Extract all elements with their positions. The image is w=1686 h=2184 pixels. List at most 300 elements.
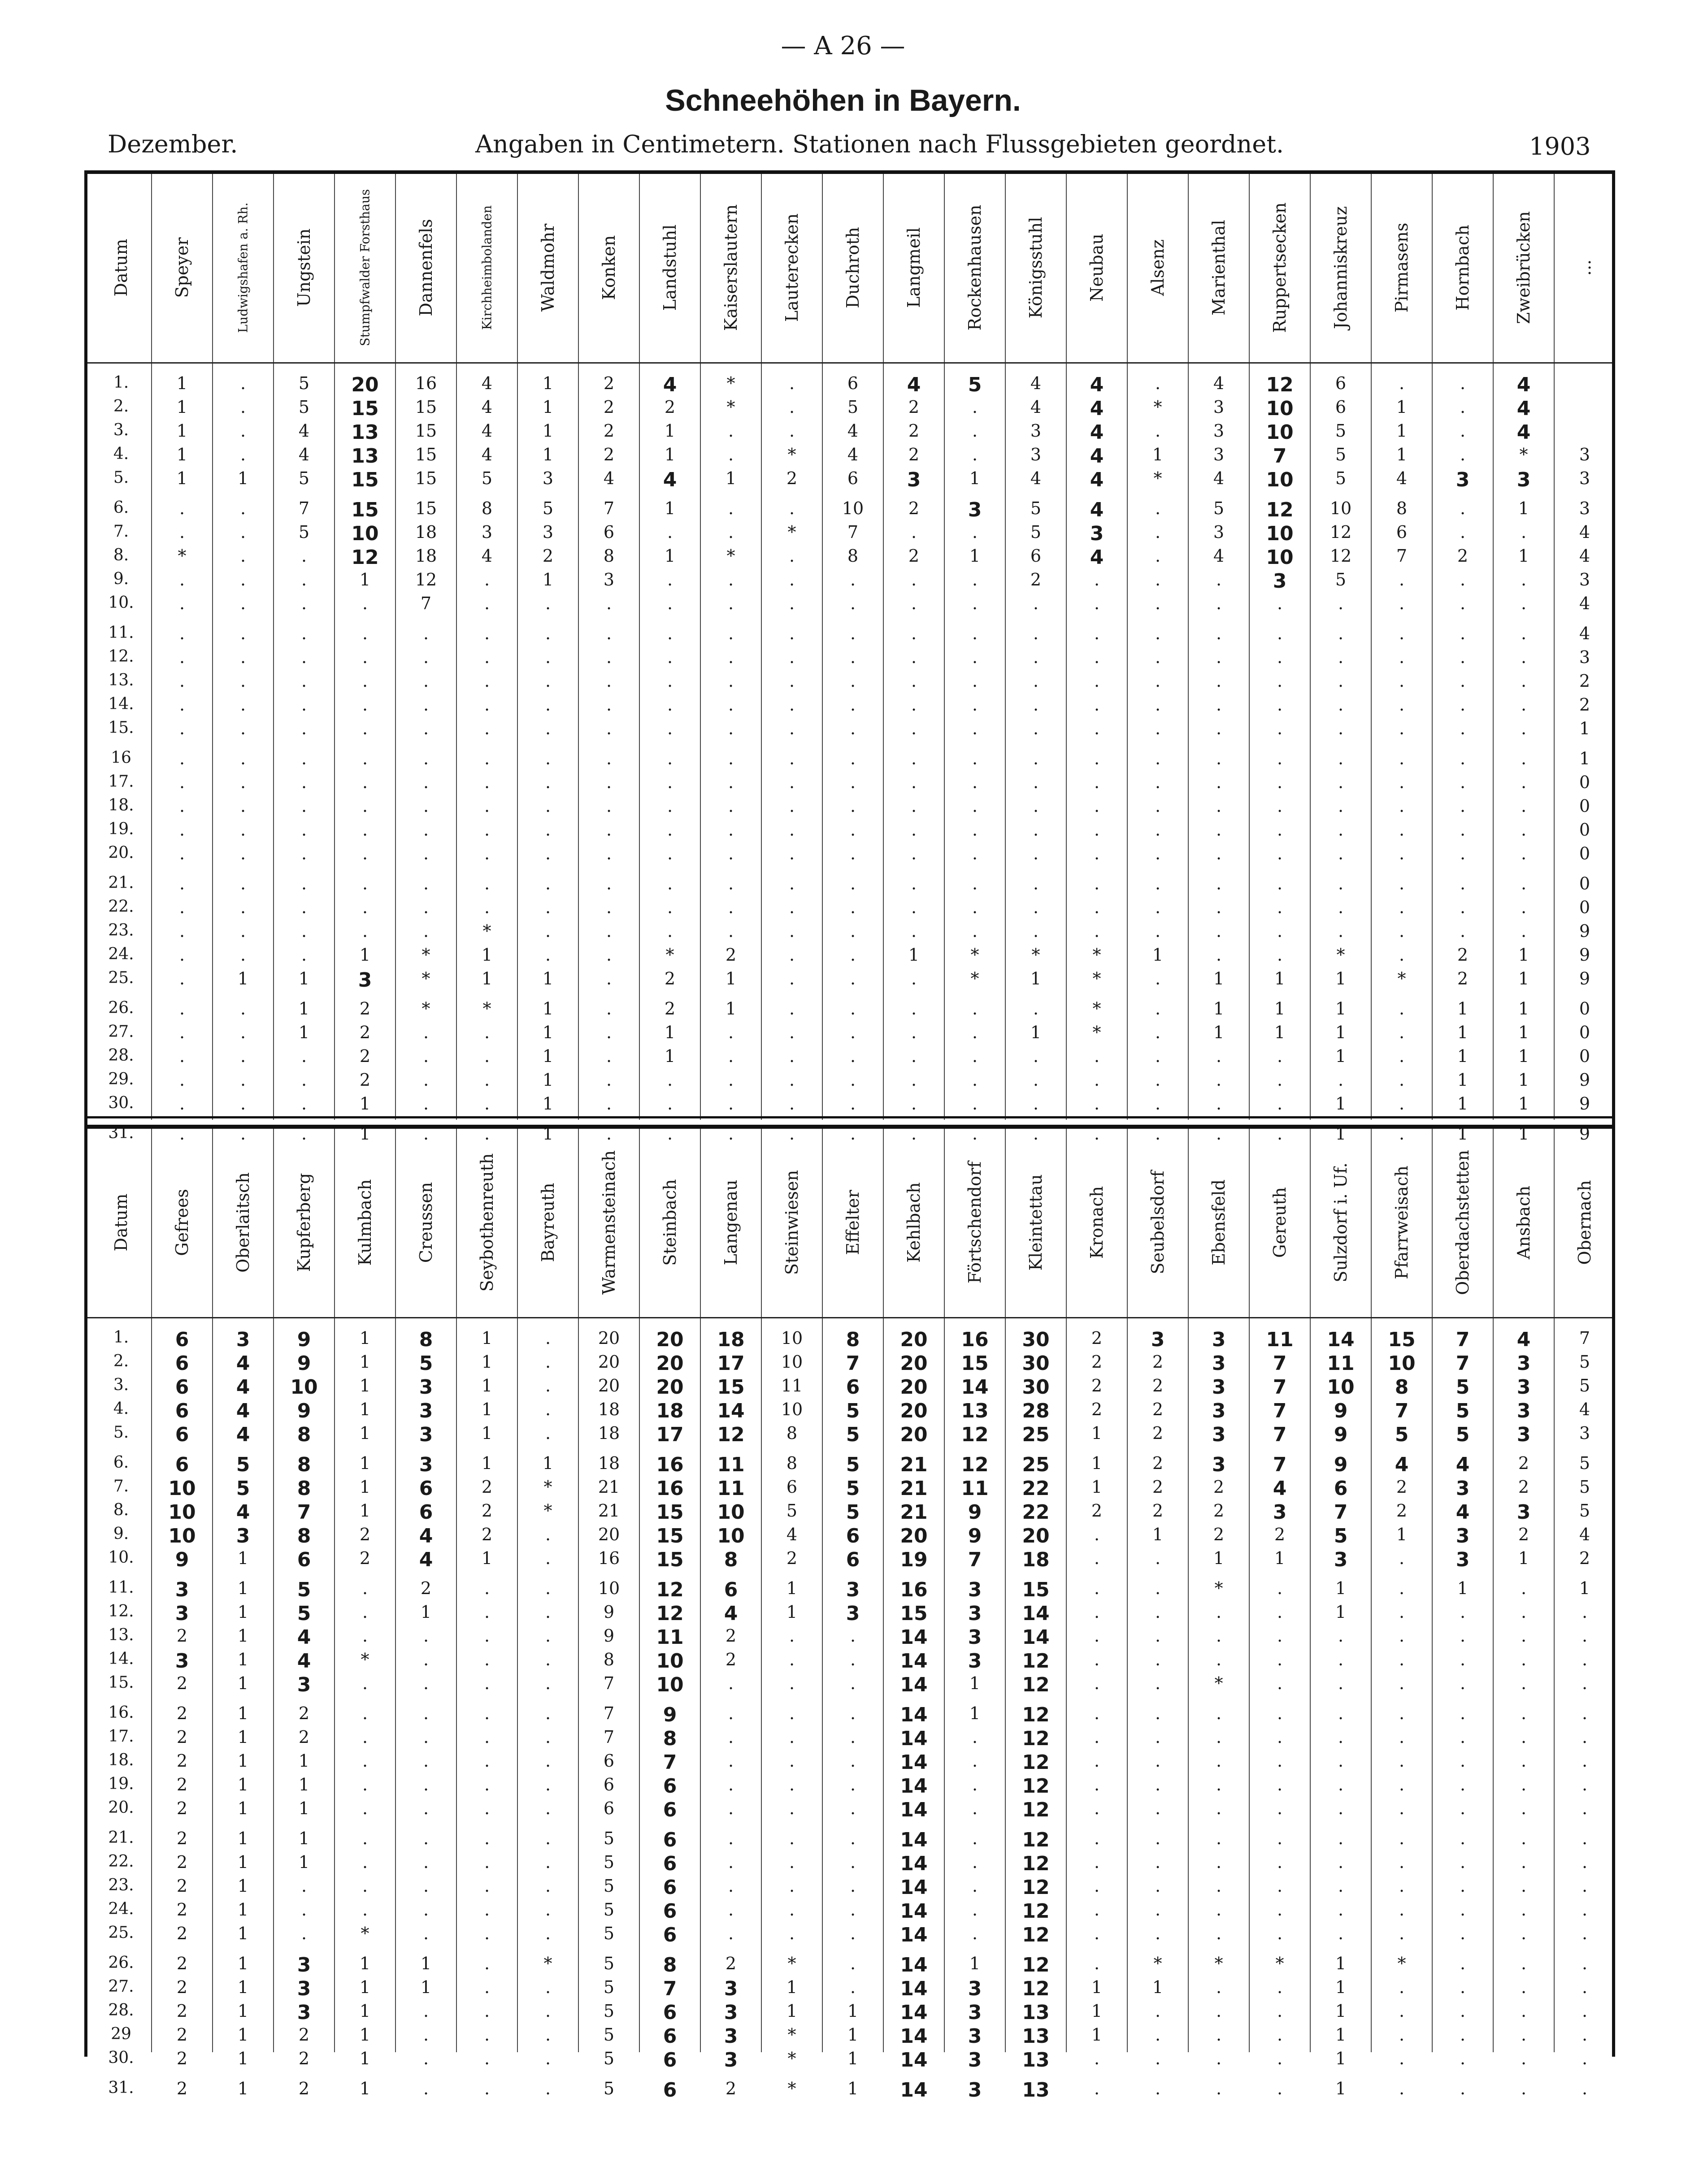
table-cell: 3 (1456, 1477, 1470, 1500)
table-cell: 3 (297, 1673, 311, 1696)
table-cell: 3 (1212, 1423, 1226, 1446)
table-cell: 3 (236, 1525, 250, 1547)
table-cell: 7 (1456, 1352, 1470, 1375)
table-cell: . (1399, 1727, 1405, 1747)
table-cell: 4 (1090, 468, 1104, 491)
table-cell: 1 (237, 1650, 249, 1669)
table-cell: 1 (1030, 1023, 1042, 1042)
table-cell: . (911, 1046, 917, 1066)
table-cell: 5 (1335, 445, 1347, 464)
table-cell: . (1216, 2025, 1222, 2045)
date-cell: 27. (108, 1023, 134, 1041)
table-cell: 4 (1395, 1453, 1409, 1476)
table-cell: . (1399, 1900, 1405, 1920)
table-cell: . (1155, 1626, 1161, 1646)
table-cell: . (1277, 874, 1283, 893)
table-cell: . (667, 570, 673, 589)
table-cell: . (1521, 749, 1527, 768)
table-cell: 9 (297, 1328, 311, 1351)
table-cell: . (1582, 1650, 1588, 1669)
table-cell: . (545, 1798, 551, 1818)
table-row (87, 671, 1612, 692)
table-cell: . (301, 647, 307, 667)
table-cell: 12 (1022, 1876, 1050, 1899)
table-cell: 18 (598, 1400, 620, 1419)
table-cell: . (179, 624, 185, 643)
table-cell: 10 (842, 498, 864, 518)
table-cell: . (423, 1650, 429, 1669)
table-cell: 8 (724, 1548, 738, 1571)
table-cell: . (911, 671, 917, 691)
table-cell: * (665, 945, 674, 965)
table-cell: 30 (1022, 1328, 1050, 1351)
table-cell: 3 (1579, 647, 1590, 667)
table-cell: . (728, 1900, 734, 1920)
table-cell: 1 (237, 2001, 249, 2021)
table-row (87, 945, 1612, 966)
table-cell: 2 (603, 397, 615, 417)
table-cell: 12 (1330, 546, 1352, 566)
table-cell: . (1521, 921, 1527, 941)
table-cell: . (545, 1673, 551, 1693)
table-cell: . (1155, 1023, 1161, 1042)
table-cell: 3 (968, 1578, 982, 1601)
table-row (87, 1501, 1612, 1524)
table-cell: 1 (1091, 1423, 1103, 1443)
table-cell: . (1094, 1703, 1100, 1723)
table-cell: . (1033, 874, 1039, 893)
table-cell: . (789, 1876, 795, 1896)
table-cell: . (423, 844, 429, 863)
table-cell: 2 (176, 1829, 188, 1848)
date-cell: 14. (108, 695, 134, 713)
table-cell: . (1521, 796, 1527, 816)
table-cell: . (972, 897, 978, 917)
table-row (87, 2049, 1612, 2069)
table-cell: 4 (724, 1602, 738, 1625)
table-cell: . (301, 1094, 307, 1114)
table-cell: 2 (1152, 1400, 1164, 1419)
table-cell: 14 (900, 1977, 928, 2000)
table-cell: . (728, 445, 734, 464)
table-cell: 2 (176, 2025, 188, 2045)
table-cell: . (850, 1751, 856, 1771)
table-cell: . (545, 695, 551, 715)
table-cell: . (240, 1124, 246, 1144)
table-cell: 20 (656, 1328, 684, 1351)
table-cell: 1 (1518, 945, 1530, 965)
table-cell: 3 (1213, 421, 1225, 441)
table-cell: . (240, 498, 246, 518)
table-cell: 4 (1090, 498, 1104, 521)
table-cell: . (1460, 522, 1466, 542)
table-cell: . (1033, 796, 1039, 816)
table1-header-10 (702, 180, 760, 355)
table-cell: . (1155, 1727, 1161, 1747)
table-cell: 12 (1022, 1751, 1050, 1774)
table-cell: . (423, 1023, 429, 1042)
table-cell: . (1033, 1124, 1039, 1144)
table-cell: 2 (359, 1070, 371, 1090)
page-title: Schneehöhen in Bayern. (665, 83, 1021, 117)
table-row (87, 719, 1612, 739)
table-cell: . (972, 999, 978, 1018)
date-cell: 25. (108, 1924, 134, 1942)
table-cell: . (1216, 695, 1222, 715)
table-cell: . (850, 1094, 856, 1114)
table-cell: . (850, 594, 856, 613)
table-cell: . (1155, 897, 1161, 917)
table-cell: 14 (1327, 1328, 1355, 1351)
table-cell: * (787, 2079, 796, 2098)
table-cell: . (1155, 749, 1161, 768)
table-cell: 20 (900, 1525, 928, 1547)
table-cell: . (545, 1775, 551, 1794)
table-cell: . (1582, 2079, 1588, 2098)
table-cell: * (361, 1650, 369, 1669)
table-cell: 7 (298, 498, 310, 518)
table-cell: . (1216, 2001, 1222, 2021)
table-cell: 2 (298, 1727, 310, 1747)
table-cell: 5 (603, 2049, 615, 2068)
table-cell: . (972, 594, 978, 613)
table-cell: 10 (1330, 498, 1352, 518)
table-cell: 5 (968, 373, 982, 396)
table-cell: 4 (298, 421, 310, 441)
table-cell: . (545, 2001, 551, 2021)
table-cell: . (1460, 1602, 1466, 1622)
table-cell: . (1338, 1626, 1344, 1646)
table-cell: . (1094, 2079, 1100, 2098)
date-cell: 13. (108, 1626, 134, 1644)
table-cell: 4 (1213, 373, 1225, 393)
table-row (87, 1477, 1612, 1498)
table-cell: . (240, 1094, 246, 1114)
table-cell: . (850, 1954, 856, 1973)
table-cell: . (484, 1703, 490, 1723)
table-cell: . (789, 1703, 795, 1723)
table-cell: . (789, 921, 795, 941)
table-cell: 8 (481, 498, 493, 518)
table-cell: . (1521, 2025, 1527, 2045)
table-cell: 9 (968, 1525, 982, 1547)
table-cell: 4 (236, 1400, 250, 1422)
table-row (87, 820, 1612, 841)
table-cell: * (1214, 1673, 1223, 1693)
table-cell: . (1277, 695, 1283, 715)
table-cell: 13 (1022, 2079, 1050, 2102)
table-cell: . (972, 1094, 978, 1114)
table-cell: . (1094, 1852, 1100, 1872)
date-cell: 7. (113, 1477, 129, 1495)
table1-header-4 (336, 180, 394, 355)
table-cell: . (1582, 2049, 1588, 2068)
table-cell: 3 (419, 1423, 433, 1446)
table-cell: . (1033, 624, 1039, 643)
table-cell: . (1155, 1046, 1161, 1066)
table-cell: 2 (176, 1924, 188, 1943)
table-cell: 10 (781, 1400, 803, 1419)
table-cell: 6 (847, 468, 859, 488)
table-cell: . (240, 671, 246, 691)
table-cell: . (1460, 1751, 1466, 1771)
table-cell: * (787, 2049, 796, 2068)
table-cell: . (1155, 999, 1161, 1018)
table-cell: . (1155, 546, 1161, 566)
table-cell: 14 (900, 1900, 928, 1923)
table-cell: 6 (603, 1798, 615, 1818)
table-cell: 11 (1266, 1328, 1294, 1351)
table-cell: . (1460, 749, 1466, 768)
table-cell: 15 (415, 498, 437, 518)
table-cell: 4 (1030, 397, 1042, 417)
table-cell: 8 (1396, 498, 1408, 518)
table-cell: 5 (298, 522, 310, 542)
table-cell: 2 (481, 1477, 493, 1497)
table-cell: . (606, 999, 612, 1018)
table-cell: 2 (1213, 1477, 1225, 1497)
table-cell: . (301, 796, 307, 816)
table-cell: . (667, 647, 673, 667)
table-cell: . (484, 1954, 490, 1973)
table-cell: 20 (598, 1352, 620, 1372)
table-cell: . (728, 772, 734, 792)
table-cell: 6 (846, 1525, 860, 1547)
table-cell: . (179, 522, 185, 542)
table-cell: 9 (1579, 1124, 1590, 1144)
table-cell: 15 (415, 445, 437, 464)
date-cell: 10. (108, 1548, 134, 1567)
table-cell: . (728, 1751, 734, 1771)
table-cell: . (1582, 1954, 1588, 1973)
table-cell: . (484, 719, 490, 738)
table-cell: . (972, 624, 978, 643)
table-cell: 7 (1334, 1501, 1348, 1524)
table-cell: . (972, 796, 978, 816)
table-cell: . (1460, 1775, 1466, 1794)
table-cell: . (1216, 1626, 1222, 1646)
table-cell: 1 (786, 2001, 798, 2021)
table-cell: 4 (297, 1626, 311, 1649)
table-cell: . (1094, 1727, 1100, 1747)
table-cell: . (606, 719, 612, 738)
table1-header-label: Zweibrücken (1514, 211, 1534, 324)
table-cell: . (1338, 1650, 1344, 1669)
table-cell: . (362, 1703, 368, 1723)
table-cell: . (667, 522, 673, 542)
table-cell: . (1094, 1626, 1100, 1646)
table-cell: 12 (1022, 1829, 1050, 1851)
table-cell: 3 (1517, 1423, 1531, 1446)
table-cell: . (667, 1124, 673, 1144)
table-cell: 4 (847, 421, 859, 441)
table2-header-label: Gefrees (172, 1189, 192, 1256)
table-cell: . (484, 1829, 490, 1848)
table-row (87, 796, 1612, 817)
date-cell: 24. (108, 1900, 134, 1918)
table-cell: 25 (1022, 1423, 1050, 1446)
table-cell: . (972, 1775, 978, 1794)
table-cell: 2 (176, 2001, 188, 2021)
table-cell: . (179, 749, 185, 768)
table-cell: 1 (1579, 719, 1590, 738)
table-cell: . (667, 695, 673, 715)
table-cell: . (1521, 874, 1527, 893)
table-cell: 2 (176, 1876, 188, 1896)
table-cell: . (545, 2049, 551, 2068)
table-cell: . (972, 719, 978, 738)
table-cell: . (362, 921, 368, 941)
table2-header-2 (214, 1135, 272, 1310)
table2-header-label: Ansbach (1514, 1185, 1534, 1260)
table-cell: 1 (1396, 397, 1408, 417)
date-cell: 4. (113, 445, 129, 463)
table-cell: 3 (1456, 468, 1470, 491)
table-cell: 1 (298, 1798, 310, 1818)
table-cell: 20 (900, 1376, 928, 1399)
table-cell: . (240, 421, 246, 441)
table-cell: 2 (1579, 671, 1590, 691)
table-cell: 1 (1335, 1578, 1347, 1598)
table-cell: 1 (1579, 1578, 1590, 1598)
table-cell: 1 (359, 945, 371, 965)
table-cell: 7 (603, 1673, 615, 1693)
table-cell: . (179, 498, 185, 518)
date-cell: 21. (108, 874, 134, 892)
table-cell: . (1521, 1703, 1527, 1723)
table-cell: . (240, 624, 246, 643)
table-cell: . (1094, 1525, 1100, 1544)
table-cell: . (1094, 874, 1100, 893)
table-cell: . (484, 1626, 490, 1646)
table-cell: . (789, 820, 795, 840)
table2-header-label: Oberdachstetten (1453, 1150, 1473, 1295)
table-cell: . (1521, 1775, 1527, 1794)
table-cell: . (1094, 1650, 1100, 1669)
table-row (87, 1328, 1612, 1349)
table-cell: 1 (542, 373, 554, 393)
table-cell: 14 (900, 1727, 928, 1750)
table-cell: 2 (298, 1703, 310, 1723)
table-cell: . (1155, 844, 1161, 863)
table-cell: 14 (900, 1673, 928, 1696)
table-row (87, 1423, 1612, 1444)
table-cell: . (362, 624, 368, 643)
table-cell: 1 (542, 1023, 554, 1042)
date-cell: 20. (108, 844, 134, 862)
table-cell: . (606, 874, 612, 893)
table-cell: 1 (359, 1501, 371, 1521)
table-cell: . (1399, 1046, 1405, 1066)
date-cell: 5. (113, 1423, 129, 1442)
table-cell: 4 (297, 1650, 311, 1673)
table-cell: 4 (236, 1376, 250, 1399)
table-cell: . (301, 671, 307, 691)
table-cell: . (179, 772, 185, 792)
table-cell: 1 (786, 1602, 798, 1622)
date-cell: 9. (113, 570, 129, 588)
table1-header-label: Johanniskreuz (1331, 206, 1351, 329)
table-cell: 6 (663, 2001, 677, 2024)
table-cell: . (728, 874, 734, 893)
table-cell: . (1155, 421, 1161, 441)
table-cell: . (1338, 1852, 1344, 1872)
date-cell: 22. (108, 1852, 134, 1871)
table-cell: . (484, 1852, 490, 1872)
table-cell: 8 (603, 1650, 615, 1669)
table-cell: 3 (175, 1602, 189, 1625)
table-cell: . (301, 1924, 307, 1943)
table-cell: . (1216, 1727, 1222, 1747)
table-cell: . (728, 796, 734, 816)
table-cell: . (850, 1626, 856, 1646)
table-cell: 12 (1022, 1703, 1050, 1726)
table-cell: . (1460, 1900, 1466, 1920)
table-cell: . (1338, 796, 1344, 816)
table-cell: 20 (900, 1400, 928, 1422)
table-row (87, 2079, 1612, 2102)
table-row (87, 1673, 1612, 1694)
date-cell: 28. (108, 2001, 134, 2019)
table-cell: 1 (1213, 1023, 1225, 1042)
table-cell: 5 (603, 2079, 615, 2098)
table-cell: * (1092, 945, 1101, 965)
date-cell: 1. (113, 1328, 129, 1347)
table-cell: . (1460, 2025, 1466, 2045)
table-cell: 15 (1022, 1578, 1050, 1601)
table-cell: 1 (1518, 1070, 1530, 1090)
table-cell: 7 (1456, 1328, 1470, 1351)
date-cell: 26. (108, 999, 134, 1017)
table-cell: . (484, 1650, 490, 1669)
table-cell: . (1216, 1977, 1222, 1997)
date-cell: 30. (108, 1094, 134, 1112)
table-cell: . (1094, 1775, 1100, 1794)
table2-header-label: Seybothenreuth (477, 1153, 497, 1292)
table-cell: * (970, 969, 979, 988)
table-cell: 8 (847, 546, 859, 566)
table-cell: 4 (1579, 522, 1590, 542)
table-cell: * (726, 546, 735, 566)
table-cell: . (972, 1124, 978, 1144)
table-cell: 8 (663, 1727, 677, 1750)
table-cell: 7 (603, 1727, 615, 1747)
table-cell: . (1094, 1673, 1100, 1693)
table2-header-label: Ebensfeld (1209, 1179, 1229, 1265)
table-cell: . (423, 1727, 429, 1747)
table-cell: . (1521, 1977, 1527, 1997)
table-cell: . (1277, 1703, 1283, 1723)
table-cell: . (972, 421, 978, 441)
table-cell: . (1399, 1775, 1405, 1794)
table-cell: 4 (236, 1423, 250, 1446)
date-cell: 31. (108, 1124, 134, 1142)
table-cell: 10 (168, 1501, 196, 1524)
table-cell: 3 (175, 1578, 189, 1601)
table-cell: . (1094, 1829, 1100, 1848)
month-label: Dezember. (108, 130, 238, 158)
table-cell: 9 (1579, 1070, 1590, 1090)
table-cell: . (1094, 820, 1100, 840)
table-cell: 5 (603, 2025, 615, 2045)
table-cell: 6 (1335, 397, 1347, 417)
table-cell: . (362, 844, 368, 863)
table-cell: . (1277, 897, 1283, 917)
table-cell: . (728, 719, 734, 738)
table-cell: . (972, 874, 978, 893)
table-cell: 5 (1335, 421, 1347, 441)
table-cell: . (911, 844, 917, 863)
